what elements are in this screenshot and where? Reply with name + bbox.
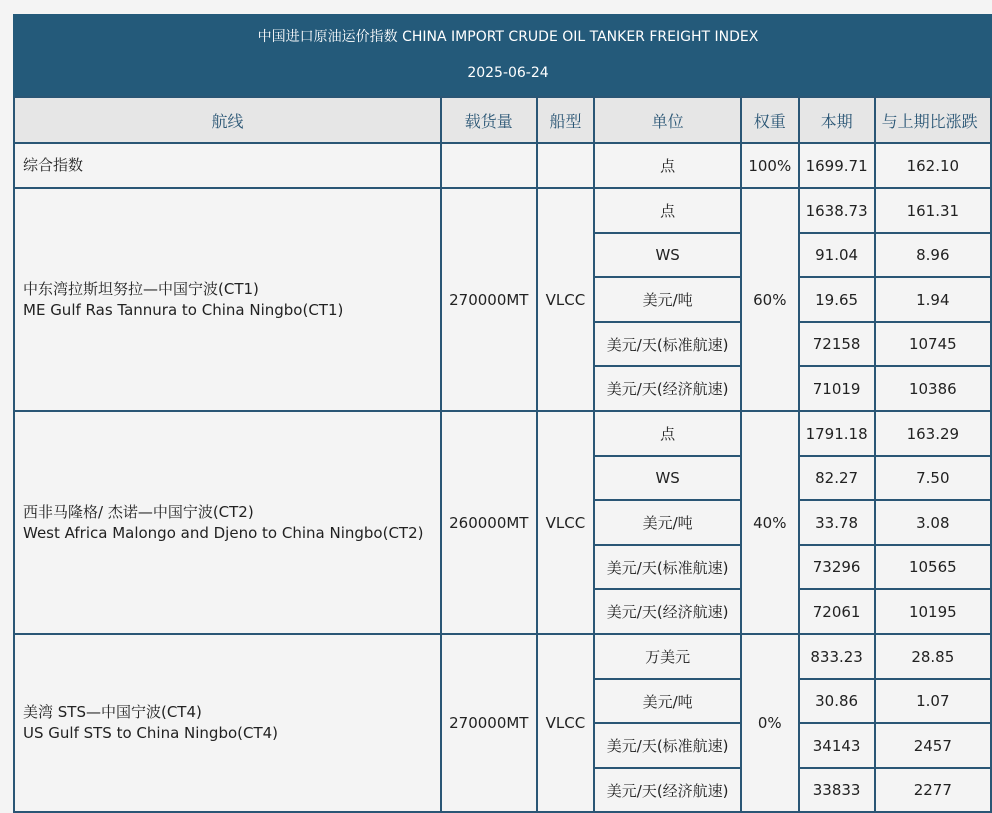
current-cell: 1791.18	[799, 411, 875, 456]
unit-cell: 美元/天(经济航速)	[594, 589, 741, 634]
route-cell-ct4	[14, 634, 441, 812]
change-cell: 28.85	[875, 634, 991, 679]
capacity-cell: 260000MT	[441, 411, 537, 634]
change-cell: 7.50	[875, 456, 991, 500]
weight-cell: 40%	[741, 411, 799, 634]
composite-weight: 100%	[741, 143, 799, 188]
unit-cell: 点	[594, 188, 741, 233]
capacity-cell: 270000MT	[441, 188, 537, 411]
composite-route: 综合指数	[14, 143, 441, 188]
unit-cell: WS	[594, 233, 741, 277]
unit-cell: 万美元	[594, 634, 741, 679]
table-row	[14, 188, 991, 233]
freight-index-table	[13, 96, 992, 813]
current-cell: 33.78	[799, 500, 875, 545]
col-header-ship-type: 船型	[537, 97, 595, 143]
current-cell: 73296	[799, 545, 875, 589]
unit-cell: 美元/天(经济航速)	[594, 366, 741, 411]
change-cell: 1.94	[875, 277, 991, 322]
col-header-change: 与上期比涨跌	[875, 97, 991, 143]
unit-cell: WS	[594, 456, 741, 500]
current-cell: 72061	[799, 589, 875, 634]
index-date: 2025-06-24	[467, 65, 549, 81]
current-cell: 19.65	[799, 277, 875, 322]
route-name-en: ME Gulf Ras Tannura to China Ningbo(CT1)	[23, 300, 344, 319]
ship-type-cell: VLCC	[537, 188, 595, 411]
route-name-cn: 西非马隆格/ 杰诺—中国宁波(CT2)	[23, 502, 254, 521]
change-cell: 3.08	[875, 500, 991, 545]
composite-current: 1699.71	[799, 143, 875, 188]
weight-cell: 60%	[741, 188, 799, 411]
col-header-unit: 单位	[594, 97, 741, 143]
change-cell: 2277	[875, 768, 991, 812]
change-cell: 2457	[875, 723, 991, 768]
table-row	[14, 634, 991, 679]
route-name-en: West Africa Malongo and Djeno to China Ningbo(CT2)	[23, 523, 424, 542]
composite-unit: 点	[594, 143, 741, 188]
route-cell-ct2	[14, 411, 441, 634]
weight-cell: 0%	[741, 634, 799, 812]
route-name-cn: 美湾 STS—中国宁波(CT4)	[23, 703, 202, 721]
change-cell: 10745	[875, 322, 991, 366]
change-cell: 1.07	[875, 679, 991, 723]
unit-cell: 美元/吨	[594, 500, 741, 545]
unit-cell: 美元/天(标准航速)	[594, 545, 741, 589]
change-cell: 10386	[875, 366, 991, 411]
col-header-current: 本期	[799, 97, 875, 143]
unit-cell: 美元/天(标准航速)	[594, 723, 741, 768]
capacity-cell: 270000MT	[441, 634, 537, 812]
index-title: 中国进口原油运价指数 CHINA IMPORT CRUDE OIL TANKER FREIGHT INDEX	[257, 29, 759, 45]
change-cell: 10565	[875, 545, 991, 589]
col-header-route: 航线	[14, 97, 441, 143]
composite-row	[14, 143, 991, 188]
change-cell: 10195	[875, 589, 991, 634]
current-cell: 91.04	[799, 233, 875, 277]
current-cell: 72158	[799, 322, 875, 366]
current-cell: 71019	[799, 366, 875, 411]
route-cell-ct1	[14, 188, 441, 411]
route-name-en: US Gulf STS to China Ningbo(CT4)	[23, 724, 279, 742]
unit-cell: 美元/吨	[594, 277, 741, 322]
col-header-capacity: 载货量	[441, 97, 537, 143]
index-header-banner	[13, 14, 992, 96]
composite-ship	[537, 143, 595, 188]
unit-cell: 美元/吨	[594, 679, 741, 723]
current-cell: 30.86	[799, 679, 875, 723]
composite-change: 162.10	[875, 143, 991, 188]
col-header-weight: 权重	[741, 97, 799, 143]
current-cell: 833.23	[799, 634, 875, 679]
change-cell: 163.29	[875, 411, 991, 456]
change-cell: 8.96	[875, 233, 991, 277]
table-row	[14, 411, 991, 456]
composite-capacity	[441, 143, 537, 188]
current-cell: 1638.73	[799, 188, 875, 233]
current-cell: 34143	[799, 723, 875, 768]
current-cell: 82.27	[799, 456, 875, 500]
ship-type-cell: VLCC	[537, 411, 595, 634]
route-name-cn: 中东湾拉斯坦努拉—中国宁波(CT1)	[23, 279, 259, 298]
header-row	[14, 97, 991, 143]
change-cell: 161.31	[875, 188, 991, 233]
current-cell: 33833	[799, 768, 875, 812]
unit-cell: 美元/天(经济航速)	[594, 768, 741, 812]
unit-cell: 美元/天(标准航速)	[594, 322, 741, 366]
ship-type-cell: VLCC	[537, 634, 595, 812]
unit-cell: 点	[594, 411, 741, 456]
